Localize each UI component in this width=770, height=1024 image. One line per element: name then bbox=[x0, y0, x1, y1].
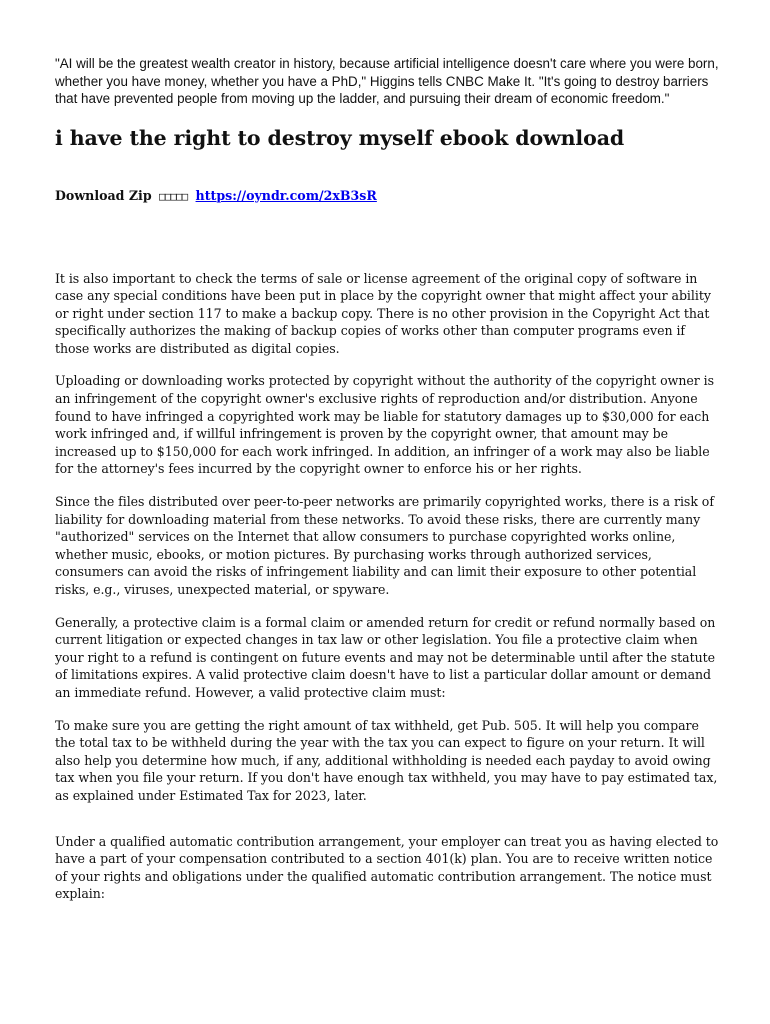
paragraph-peer-to-peer: Since the files distributed over peer-to-peer networks are primarily copyrighted works, there is a risk of liability for downloading material from these networks. To avoid these risks, there are currently many "authorized" services on the Internet that allow consumers to purchase copyrighted works online, whether music, ebooks, or motion pictures. By purchasing works through authorized services, consumers can avoid the risks of infringement liability and can limit their exposure to other potential risks, e.g., viruses, unexpected material, or spyware. bbox=[55, 494, 714, 597]
download-link[interactable]: https://oyndr.com/2xB3sR bbox=[195, 187, 377, 203]
document-page bbox=[55, 55, 720, 903]
download-line bbox=[55, 187, 720, 205]
paragraph-backup-copy: It is also important to check the terms of sale or license agreement of the original copy of software in case any special conditions have been put in place by the copyright owner that might affect your ability or right under section 117 to make a backup copy. There is no other provision in the Copyright Act that specifically authorizes the making of backup copies of works other than computer programs even if those works are distributed as digital copies. bbox=[55, 270, 711, 356]
arrows-icon: □□□□□ bbox=[159, 189, 188, 203]
download-label: Download Zip bbox=[55, 187, 152, 203]
paragraph-protective-claim: Generally, a protective claim is a formal claim or amended return for credit or refund normally based on current litigation or expected changes in tax law or other legislation. You file a protective claim when your right to a refund is contingent on future events and may not be determinable until after the statute of limitations expires. A valid protective claim doesn't have to list a particular dollar amount or demand an immediate refund. However, a valid protective claim must: bbox=[55, 614, 716, 700]
paragraph-tax-withheld: To make sure you are getting the right amount of tax withheld, get Pub. 505. It will help you compare the total tax to be withheld during the year with the tax you can expect to figure on your return. It will also help you determine how much, if any, additional withholding is needed each payday to avoid owing tax when you file your return. If you don't have enough tax withheld, you may have to pay estimated tax, as explained under Estimated Tax for 2023, later. bbox=[55, 717, 718, 803]
paragraph-infringement: Uploading or downloading works protected by copyright without the authority of the copyright owner is an infringement of the copyright owner's exclusive rights of reproduction and/or distribution. Anyone found to have infringed a copyrighted work may be liable for statutory damages up to $30,000 for each work infringed and, if willful infringement is proven by the copyright owner, that amount may be increased up to $150,000 for each work infringed. In addition, an infringer of a work may also be liable for the attorney's fees incurred by the copyright owner to enforce his or her rights. bbox=[55, 373, 714, 477]
intro-quote: "AI will be the greatest wealth creator in history, because artificial intelligence doesn't care where you were born, whether you have money, whether you have a PhD," Higgins tells CNBC Make It. "It's going to destroy barriers that have prevented people from moving up the ladder, and pursuing their dream of economic freedom." bbox=[55, 56, 719, 106]
page-title: i have the right to destroy myself ebook download bbox=[55, 125, 625, 150]
paragraph-401k: Under a qualified automatic contribution arrangement, your employer can treat you as having elected to have a part of your compensation contributed to a section 401(k) plan. You are to receive written notice of your rights and obligations under the qualified automatic contribution arrangement. The notice must explain: bbox=[55, 833, 719, 902]
